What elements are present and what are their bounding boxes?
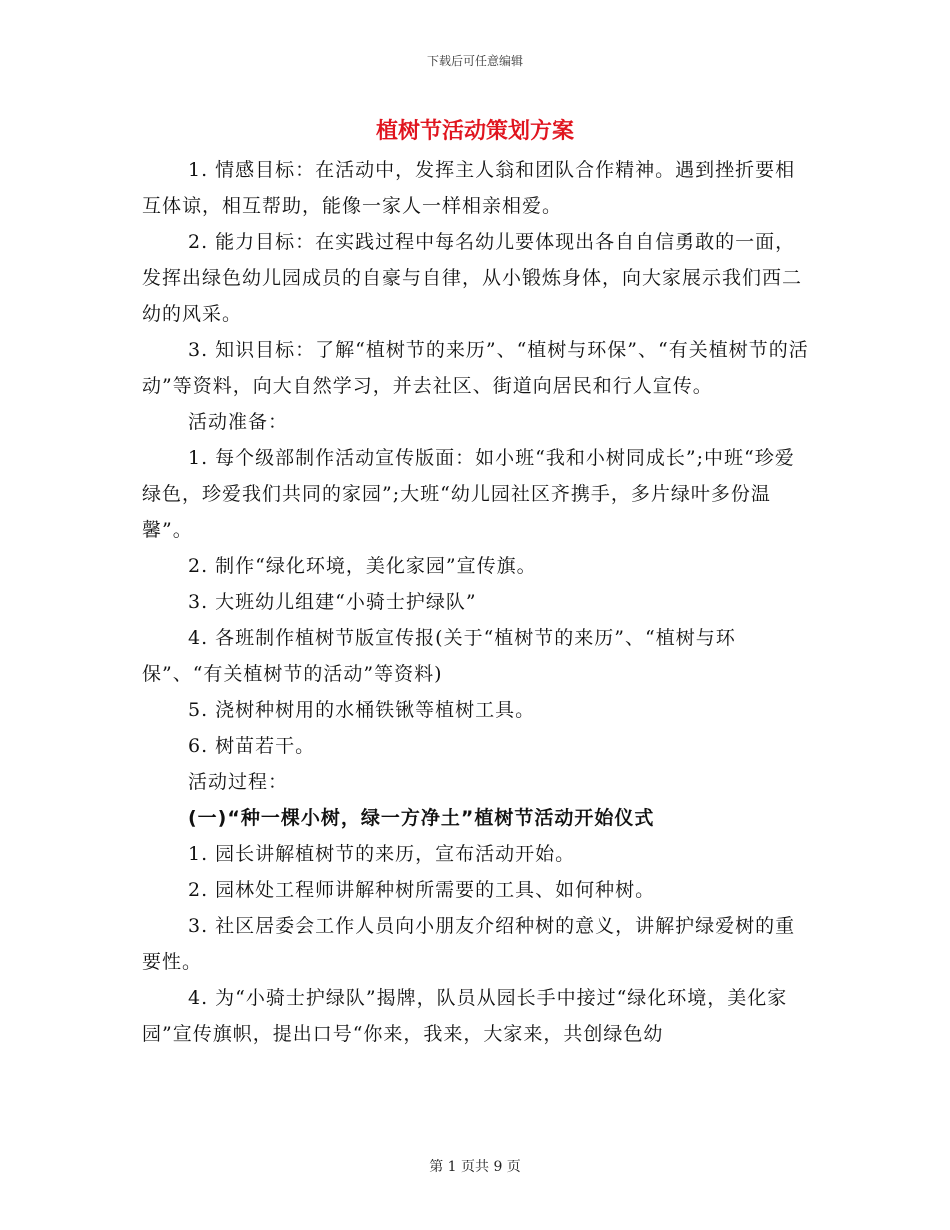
subsection-heading-ceremony: (一)“种一棵小树，绿一方净土”植树节活动开始仪式 bbox=[188, 807, 655, 829]
paragraph-prep-3: 3. 大班幼儿组建“小骑士护绿队” bbox=[188, 591, 477, 613]
paragraph-prep-5: 5. 浇树种树用的水桶铁锹等植树工具。 bbox=[188, 699, 536, 721]
paragraph-prep-1: 1. 每个级部制作活动宣传版面：如小班“我和小树同成长”;中班“珍爱绿色，珍爱我们共同的家园”;大班“幼儿园社区齐携手，多片绿叶多份温馨”。 bbox=[142, 447, 795, 541]
section-heading-preparation: 活动准备： bbox=[188, 411, 289, 433]
page-title: 植树节活动策划方案 bbox=[375, 119, 574, 144]
paragraph-goal-ability: 2. 能力目标：在实践过程中每名幼儿要体现出各自自信勇敢的一面，发挥出绿色幼儿园成员的自豪与自律，从小锻炼身体，向大家展示我们西二幼的风采。 bbox=[142, 231, 803, 325]
page-footer: 第 1 页共 9 页 bbox=[429, 1159, 521, 1175]
paragraph-prep-2: 2. 制作“绿化环境，美化家园”宣传旗。 bbox=[188, 555, 537, 577]
section-heading-process: 活动过程： bbox=[188, 771, 289, 793]
paragraph-goal-emotion: 1. 情感目标：在活动中，发挥主人翁和团队合作精神。遇到挫折要相互体谅，相互帮助，能像一家人一样相亲相爱。 bbox=[142, 159, 796, 217]
paragraph-goal-knowledge: 3. 知识目标：了解“植树节的来历”、“植树与环保”、“有关植树节的活动”等资料，向大自然学习，并去社区、街道向居民和行人宣传。 bbox=[142, 339, 809, 397]
document-body bbox=[142, 152, 812, 1052]
paragraph-process-3: 3. 社区居委会工作人员向小朋友介绍种树的意义，讲解护绿爱树的重要性。 bbox=[142, 915, 796, 973]
header-note: 下载后可任意编辑 bbox=[426, 54, 523, 68]
paragraph-process-1: 1. 园长讲解植树节的来历，宣布活动开始。 bbox=[188, 843, 576, 865]
paragraph-process-2: 2. 园林处工程师讲解种树所需要的工具、如何种树。 bbox=[188, 879, 656, 901]
paragraph-prep-6: 6. 树苗若干。 bbox=[188, 735, 316, 757]
paragraph-prep-4: 4. 各班制作植树节版宣传报(关于“植树节的来历”、“植树与环保”、“有关植树节的活动”等资料) bbox=[142, 627, 736, 685]
paragraph-process-4: 4. 为“小骑士护绿队”揭牌，队员从园长手中接过“绿化环境，美化家园”宣传旗帜，提出口号“你来，我来，大家来，共创绿色幼 bbox=[142, 987, 788, 1045]
